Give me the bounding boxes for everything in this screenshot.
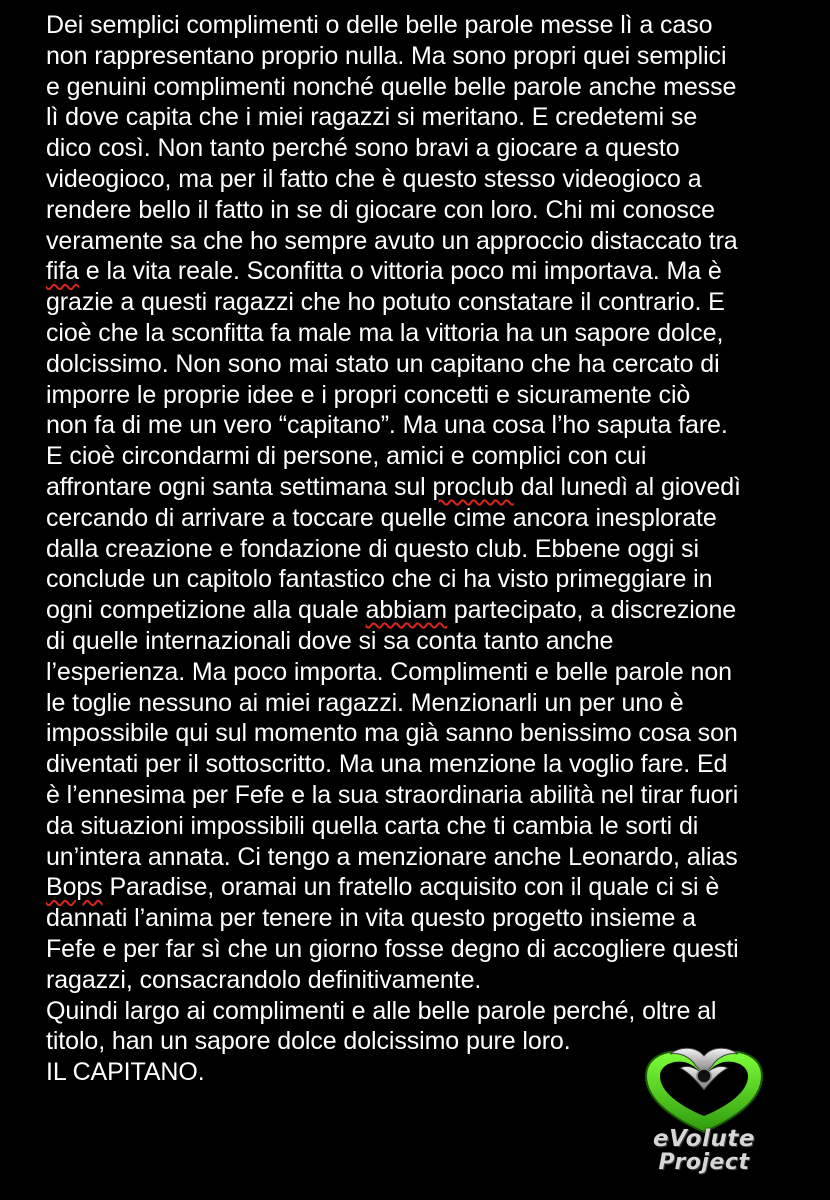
note-line: dico così. Non tanto perché sono bravi a giocare a questo — [46, 134, 680, 163]
logo-emblem-icon — [640, 1046, 768, 1136]
evolute-project-logo — [634, 1046, 774, 1186]
note-line: dolcissimo. Non sono mai stato un capitano che ha cercato di — [46, 349, 720, 378]
note-line: non rappresentano proprio nulla. Ma sono propri quei semplici — [46, 41, 727, 70]
note-line: rendere bello il fatto in se di giocare con loro. Chi mi conosce — [46, 195, 715, 224]
note-line: cercando di arrivare a toccare quelle cime ancora inesplorate — [46, 503, 717, 532]
note-text — [46, 10, 830, 1088]
note-line: Dei semplici complimenti o delle belle parole messe lì a caso — [46, 11, 713, 39]
note-line: e genuini complimenti nonché quelle belle parole anche messe — [46, 72, 737, 101]
note-line: dannati l’anima per tenere in vita questo progetto insieme a — [46, 904, 696, 933]
note-line: imporre le proprie idee e i propri concetti e sicuramente ciò — [46, 380, 691, 409]
logo-text-line2: Project — [658, 1150, 750, 1175]
note-line: lì dove capita che i miei ragazzi si meritano. E credetemi se — [46, 103, 698, 132]
note-line: non fa di me un vero “capitano”. Ma una cosa l’ho saputa fare. — [46, 411, 728, 440]
note-line: Quindi largo ai complimenti e alle belle parole perché, oltre al — [46, 996, 717, 1025]
note-line: diventati per il sottoscritto. Ma una menzione la voglio fare. Ed — [46, 750, 728, 779]
note-line: videogioco, ma per il fatto che è questo stesso videogioco a — [46, 164, 702, 193]
note-line: dalla creazione e fondazione di questo club. Ebbene oggi si — [46, 534, 699, 563]
note-line: ragazzi, consacrandolo definitivamente. — [46, 965, 482, 994]
note-line: IL CAPITANO. — [46, 1058, 205, 1087]
logo-text-line1: eVolute — [653, 1126, 755, 1152]
note-line: veramente sa che ho sempre avuto un approccio distaccato tra — [46, 226, 738, 255]
note-line: grazie a questi ragazzi che ho potuto constatare il contrario. E — [46, 288, 725, 317]
note-line: impossibile qui sul momento ma già sanno benissimo cosa son — [46, 719, 738, 748]
note-line: le toglie nessuno ai miei ragazzi. Menzionarli un per uno è — [46, 688, 684, 717]
spellcheck-flagged-word: abbiam — [365, 596, 447, 625]
note-line: E cioè circondarmi di persone, amici e complici con cui — [46, 442, 647, 471]
note-line: Bops Paradise, oramai un fratello acquisito con il quale ci si è — [46, 873, 720, 902]
note-line: cioè che la sconfitta fa male ma la vittoria ha un sapore dolce, — [46, 318, 724, 347]
note-line: fifa e la vita reale. Sconfitta o vittoria poco mi importava. Ma è — [46, 257, 722, 286]
note-line: l’esperienza. Ma poco importa. Complimenti e belle parole non — [46, 657, 732, 686]
note-line: da situazioni impossibili quella carta che ti cambia le sorti di — [46, 811, 699, 840]
note-line: di quelle internazionali dove si sa conta tanto anche — [46, 626, 614, 655]
spellcheck-flagged-word: proclub — [432, 472, 514, 501]
note-line: affrontare ogni santa settimana sul proclub dal lunedì al giovedì — [46, 472, 741, 501]
note-line: conclude un capitolo fantastico che ci ha visto primeggiare in — [46, 565, 713, 594]
note-line: Fefe e per far sì che un giorno fosse degno di accogliere questi — [46, 934, 739, 963]
note-line: è l’ennesima per Fefe e la sua straordinaria abilità nel tirar fuori — [46, 780, 739, 809]
note-line: ogni competizione alla quale abbiam partecipato, a discrezione — [46, 596, 737, 625]
note-line: titolo, han un sapore dolce dolcissimo pure loro. — [46, 1027, 571, 1056]
note-line: un’intera annata. Ci tengo a menzionare anche Leonardo, alias — [46, 842, 738, 871]
spellcheck-flagged-word: Bops — [46, 873, 103, 902]
spellcheck-flagged-word: fifa — [46, 257, 79, 286]
